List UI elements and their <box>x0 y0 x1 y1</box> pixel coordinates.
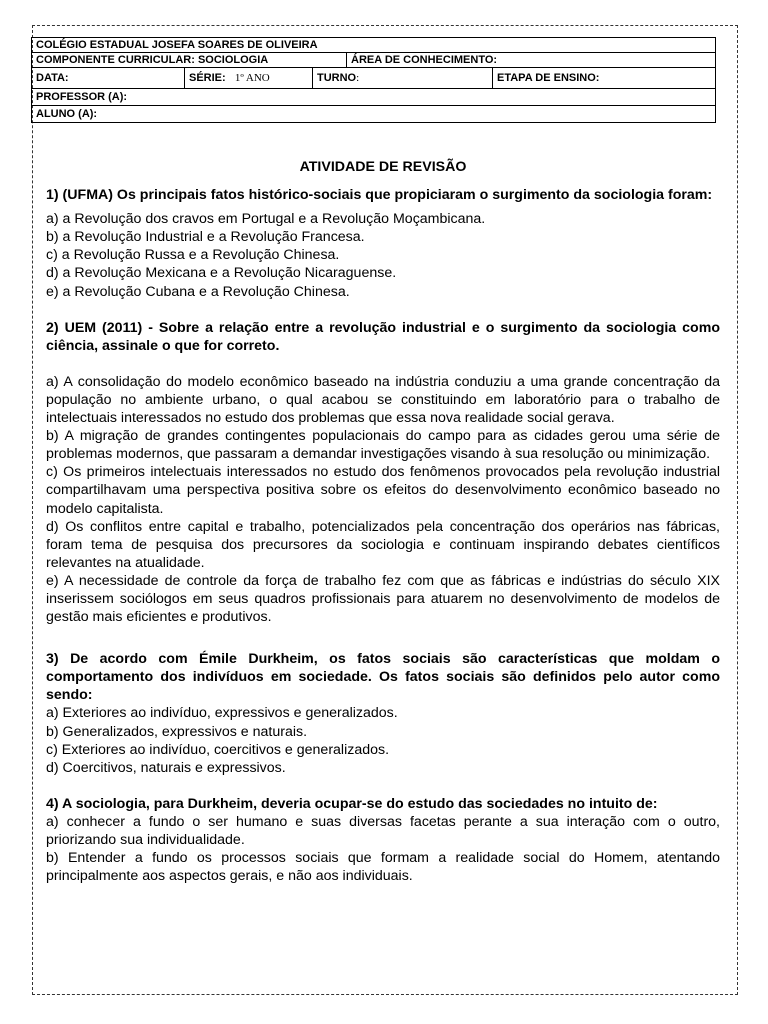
etapa-field: ETAPA DE ENSINO: <box>493 68 716 89</box>
question-3-stem: 3) De acordo com Émile Durkheim, os fatos sociais são características que moldam o comportamento dos indivíduos em sociedade. Os fatos sociais são definidos pelo autor como sendo: <box>46 651 720 704</box>
question-3-option-a: a) Exteriores ao indivíduo, expressivos e generalizados. <box>46 705 398 722</box>
question-2-stem: 2) UEM (2011) - Sobre a relação entre a revolução industrial e o surgimento da sociologia como ciência, assinale o que for correto. <box>46 319 720 354</box>
question-1-option-a: a) a Revolução dos cravos em Portugal e a Revolução Moçambicana. <box>46 211 486 228</box>
serie-field <box>185 68 313 89</box>
question-3-option-d: d) Coercitivos, naturais e expressivos. <box>46 759 286 776</box>
question-1-option-b: b) a Revolução Industrial e a Revolução Francesa. <box>46 229 365 246</box>
turno-field <box>313 68 493 89</box>
question-4-stem: 4) A sociologia, para Durkheim, deveria ocupar-se do estudo das sociedades no intuito de: <box>46 795 658 812</box>
serie-label: SÉRIE: <box>189 71 226 84</box>
question-4-option-a: a) conhecer a fundo o ser humano e suas diversas facetas perante a sua interação com o outro, priorizando sua individualidade. <box>46 813 720 848</box>
school-name: COLÉGIO ESTADUAL JOSEFA SOARES DE OLIVEIRA <box>32 38 716 53</box>
professor-field: PROFESSOR (A): <box>32 89 716 106</box>
question-2-option-d: d) Os conflitos entre capital e trabalho, potencializados pela concentração dos operários nas fábricas, foram tema de pesquisa dos precursores da sociologia e continuam inspirando debates científicos relevantes na atualidade. <box>46 518 720 571</box>
page-title: ATIVIDADE DE REVISÃO <box>299 159 467 175</box>
aluno-field: ALUNO (A): <box>32 106 716 123</box>
header-table <box>31 37 716 123</box>
area-field: ÁREA DE CONHECIMENTO: <box>347 53 716 68</box>
question-1-stem: 1) (UFMA) Os principais fatos histórico-sociais que propiciaram o surgimento da sociologia foram: <box>46 187 713 204</box>
question-1-option-c: c) a Revolução Russa e a Revolução Chinesa. <box>46 247 340 264</box>
question-1-option-e: e) a Revolução Cubana e a Revolução Chinesa. <box>46 283 350 300</box>
question-2-option-b: b) A migração de grandes contingentes populacionais do campo para as cidades gerou uma série de problemas modernos, que passaram a demandar investigações visando à sua resolução ou minimização. <box>46 428 720 463</box>
turno-label: TURNO <box>317 71 357 84</box>
question-2-option-a: a) A consolidação do modelo econômico baseado na indústria conduziu a uma grande concentração da população no ambiente urbano, o qual acabou se constituindo em laboratório para o trabalho de intelectuais interessados no estudo dos problemas que essa nova realidade social gerava. <box>46 373 720 427</box>
question-2-option-c: c) Os primeiros intelectuais interessados no estudo dos fenômenos provocados pela revolução industrial compartilhavam uma perspectiva positiva sobre os efeitos do desenvolvimento econômico baseado no modelo capitalista. <box>46 464 720 517</box>
serie-value: 1º ANO <box>234 71 270 84</box>
question-2-option-e: e) A necessidade de controle da força de trabalho fez com que as fábricas e indústrias do século XIX inserissem sociólogos em seus quadros profissionais para atuarem no desenvolvimento de modelos de gestão mais eficientes e produtivos. <box>46 572 720 626</box>
turno-suffix: : <box>356 71 360 84</box>
question-3-option-c: c) Exteriores ao indivíduo, coercitivos e generalizados. <box>46 741 390 758</box>
date-field: DATA: <box>32 68 185 89</box>
document-body <box>46 158 720 885</box>
question-3-option-b: b) Generalizados, expressivos e naturais. <box>46 723 308 740</box>
question-4-option-b: b) Entender a fundo os processos sociais que formam a realidade social do Homem, atentando principalmente aos aspectos gerais, e não aos individuais. <box>46 850 720 885</box>
question-1-option-d: d) a Revolução Mexicana e a Revolução Nicaraguense. <box>46 265 397 282</box>
component-field: COMPONENTE CURRICULAR: SOCIOLOGIA <box>32 53 347 68</box>
